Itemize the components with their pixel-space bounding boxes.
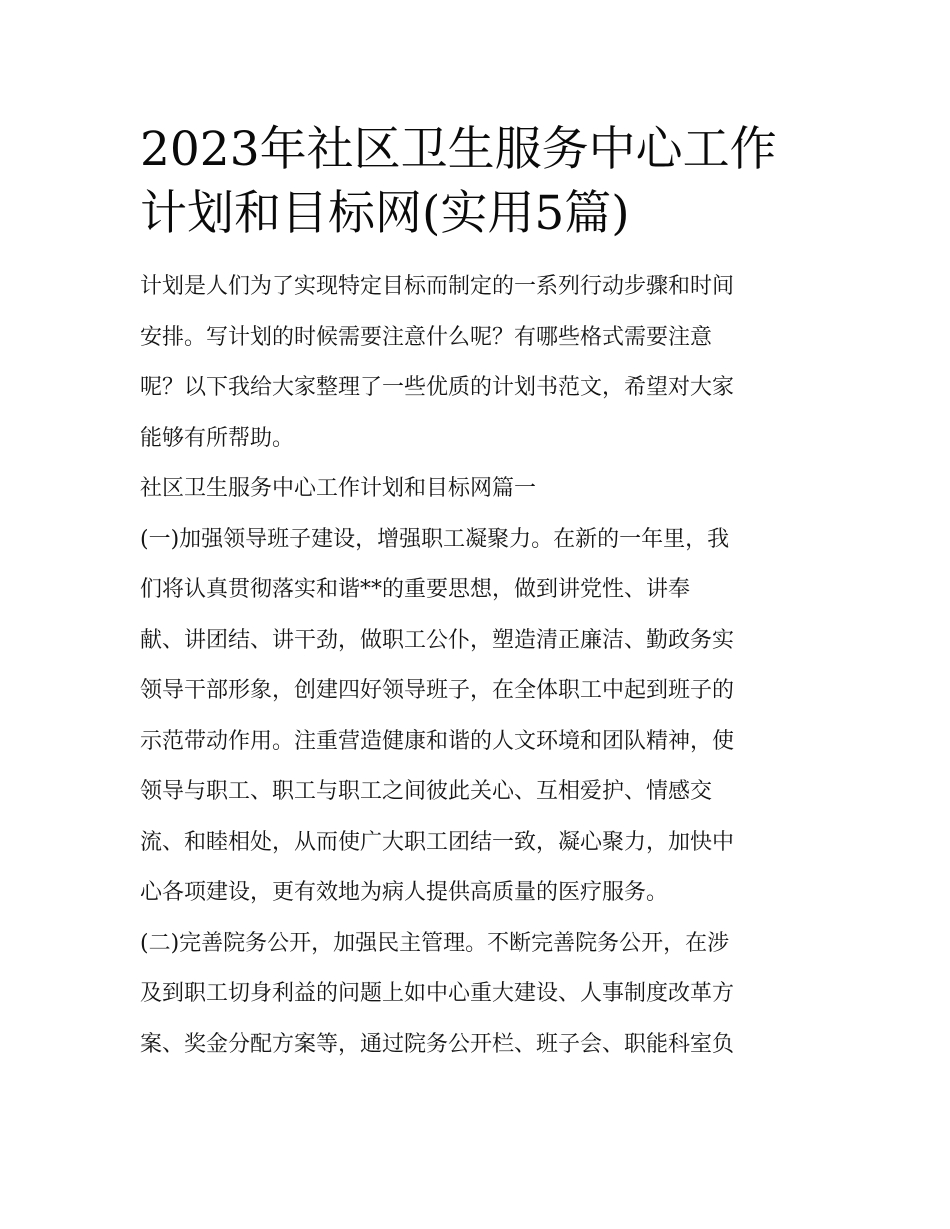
- intro-line-1: 计划是人们为了实现特定目标而制定的一系列行动步骤和时间: [140, 274, 735, 299]
- section-heading: 社区卫生服务中心工作计划和目标网篇一: [140, 476, 537, 501]
- intro-line-2: 安排。写计划的时候需要注意什么呢？有哪些格式需要注意: [140, 324, 713, 350]
- paragraph-2-line-1: (二)完善院务公开，加强民主管理。不断完善院务公开，在涉: [140, 930, 730, 956]
- paragraph-1-line-7: 流、和睦相处，从而使广大职工团结一致，凝心聚力，加快中: [140, 829, 735, 855]
- document-page: [140, 118, 815, 1070]
- document-title: [140, 118, 815, 246]
- paragraph-1-line-4: 领导干部形象，创建四好领导班子，在全体职工中起到班子的: [140, 678, 735, 703]
- paragraph-1-line-6: 领导与职工、职工与职工之间彼此关心、互相爱护、情感交: [140, 779, 713, 804]
- paragraph-1-line-2: 们将认真贯彻落实和谐**的重要思想，做到讲党性、讲奉: [140, 577, 691, 602]
- paragraph-1-line-3: 献、讲团结、讲干劲，做职工公仆，塑造清正廉洁、勤政务实: [140, 627, 735, 653]
- intro-line-3: 呢？以下我给大家整理了一些优质的计划书范文，希望对大家: [140, 375, 735, 400]
- paragraph-1-line-8: 心各项建设，更有效地为病人提供高质量的医疗服务。: [140, 880, 669, 905]
- paragraph-1-line-5: 示范带动作用。注重营造健康和谐的人文环境和团队精神，使: [140, 728, 735, 754]
- title-line-2: 计划和目标网(实用5篇): [140, 186, 630, 241]
- paragraph-2-line-3: 案、奖金分配方案等，通过院务公开栏、班子会、职能科室负: [140, 1031, 735, 1057]
- paragraph-2-line-2: 及到职工切身利益的问题上如中心重大建设、人事制度改革方: [140, 981, 735, 1006]
- intro-line-4: 能够有所帮助。: [140, 425, 295, 451]
- document-body: [140, 262, 815, 1070]
- title-line-1: 2023年社区卫生服务中心工作: [140, 122, 777, 177]
- paragraph-1-line-1: (一)加强领导班子建设，增强职工凝聚力。在新的一年里，我: [140, 526, 730, 552]
